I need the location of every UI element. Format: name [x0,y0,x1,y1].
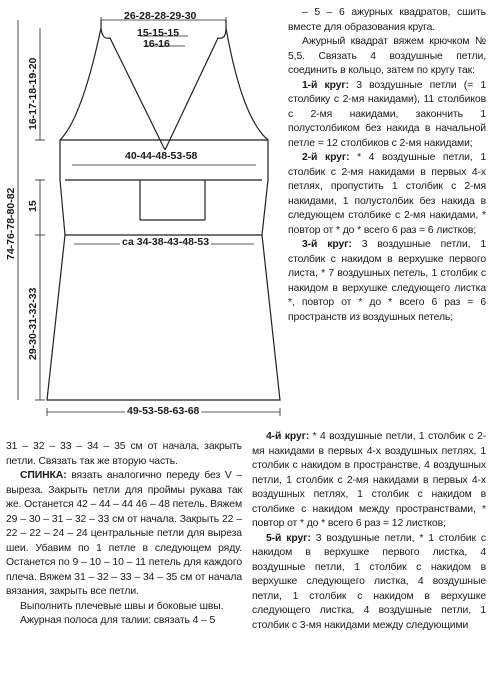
right-text-column-lower [252,430,486,633]
hip-width-label: са 34-38-43-48-53 [122,236,210,248]
text-paragraph: – 5 – 6 ажурных квадратов, сшить вместе для образования круга. [288,7,486,33]
text-paragraph: Ажурный квадрат вяжем крючком № 5,5. Связать 4 воздушные петли, соединить в кольцо, затем по кругу так: [288,36,486,76]
total-length-label: 74-76-78-80-82 [5,187,17,260]
text-paragraph: 31 – 32 – 33 – 34 – 35 см от начала, закрыть петли. Связать так же вторую часть. [6,441,242,467]
round-3: 3-й круг: 3 воздушные петли, 1 столбик с накидом в верхушке первого листа, * 7 воздушных петель, 1 столбик с накидом в верхушке следующего листка *, повтор от * до * всего 6 раз = 6 пространств из воздушных петель; [288,239,486,323]
band-length-label: 15 [27,200,39,212]
round-label: 1-й круг: [302,79,350,91]
neck-width-label: 15-15-15 [137,27,180,39]
round-4: 4-й круг: * 4 воздушные петли, 1 столбик с 2-мя накидами в первых 4-х воздушных петлях, 1 столбик с накидом в пространстве, 4 воздушных петли, 1 столбик с 2-мя накидами в первых 4-х воздушных петлях, 1 столбик с накидом в столбике с накидом между пространствами, * повтор от * до * всего 6 раз = 12 листков; [252,431,486,529]
top-width-label: 26-28-28-29-30 [124,10,197,22]
garment-schematic [0,0,300,440]
bottom-width-label: 49-53-58-63-68 [127,405,200,417]
skirt-length-label: 29-30-31-32-33 [27,287,39,360]
bust-width-label: 40-44-48-53-58 [125,150,198,162]
shoulder-width-label: 16-16 [143,38,170,50]
round-1: 1-й круг: 3 воздушные петли (= 1 столбику с 2-мя накидами), 11 столбиков с 2-мя накидами, закончить 1 полустолбиком без накида в начальной петле = 12 столбиков с 2-мя накидами; [288,79,486,149]
round-5: 5-й круг: 3 воздушные петли, * 1 столбик с накидом в верхушке первого листка, 4 воздушные петли, 1 столбик с накидом в верхушке следующего листка, 4 воздушные петли, 1 столбик с накидом в верхушке следующего листка, 4 воздушные петли, 1 столбик с 3-мя накидами между следующими [252,532,487,631]
section-label: СПИНКА: [20,470,67,481]
back-section: СПИНКА: вязать аналогично переду без V – выреза. Закрыть петли для проймы рукава так же. Останется 42 – 44 – 44 46 – 48 петель. Вяжем 29 – 30 – 31 – 32 – 33 см от начала. Закрыть 22 – 22 – 22 – 24 – 24 центральные петли для выреза шеи. Убавим по 1 петле в следующем ряду. Останется по 9 – 10 – 10 – 11 петель для каждого плеча. Вяжем 31 – 32 – 33 – 34 – 35 см от начала вязания, закрыть все петли. [6,470,242,597]
round-label: 4-й круг: [266,431,310,442]
text-paragraph: Ажурная полоса для талии: связать 4 – 5 [20,615,216,626]
round-2: 2-й круг: * 4 воздушные петли, 1 столбик с 2-мя накидами в первых 4-х петлях, пропустить 1 столбик с 2-мя накидами, 1 полустолбик без накида в следующем столбике с 2-мя накидами, * повтор от * до * всего 6 раз = 6 листков; [288,152,486,236]
left-text-column [6,440,242,629]
armhole-length-label: 16-17-18-19-20 [27,57,39,130]
text-paragraph: Выполнить плечевые швы и боковые швы. [20,600,224,612]
round-label: 3-й круг: [302,239,352,250]
round-label: 2-й круг: [302,152,350,163]
round-label: 5-й круг: [266,532,311,544]
garment-outline [0,0,300,440]
right-text-column [288,6,486,325]
